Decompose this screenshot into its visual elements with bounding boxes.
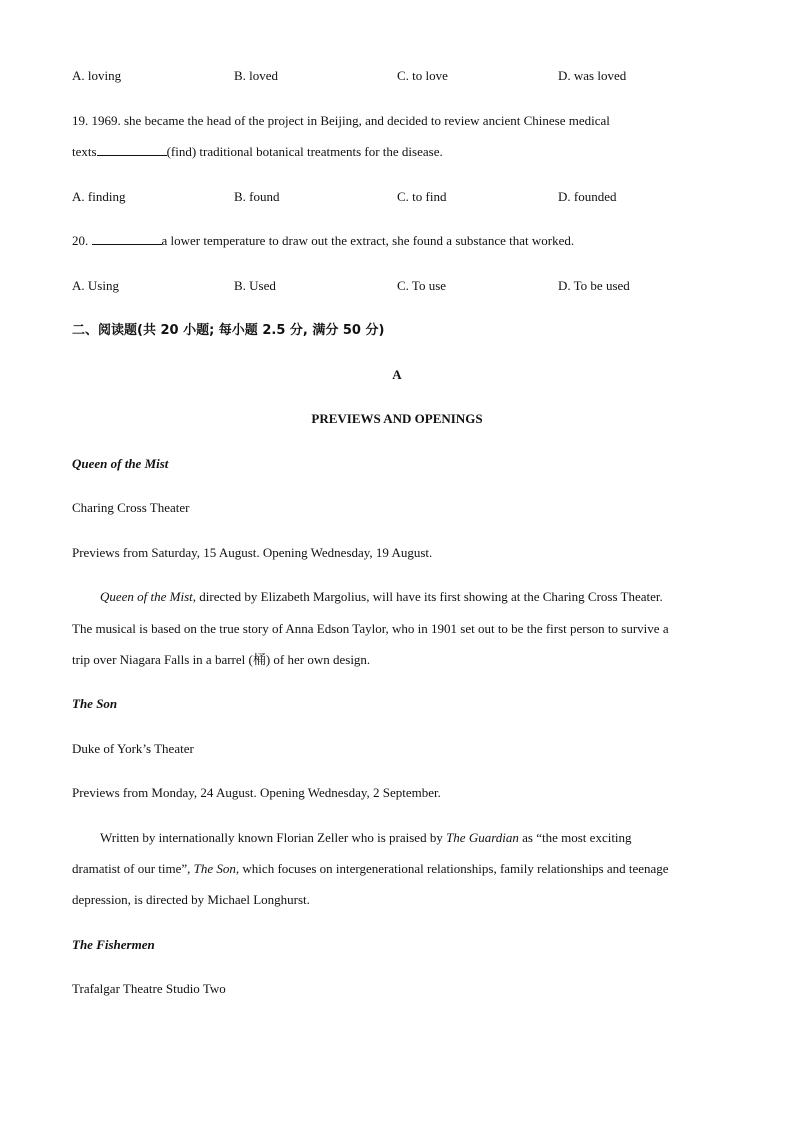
show1-desc-line1 bbox=[100, 589, 663, 605]
passage-label: A bbox=[392, 367, 402, 382]
q18-option-b: B. loved bbox=[234, 68, 279, 83]
show2-desc-line1 bbox=[100, 830, 632, 846]
q20-option-d: D. To be used bbox=[558, 278, 630, 293]
show2-title: The Son bbox=[72, 696, 118, 711]
q20-answer-blank bbox=[92, 233, 162, 245]
show1-desc-line3: trip over Niagara Falls in a barrel (桶) of her own design. bbox=[72, 652, 371, 667]
q19-option-b: B. found bbox=[234, 189, 280, 204]
show2-venue: Duke of York’s Theater bbox=[72, 741, 194, 756]
show2-desc-line1-after: as “the most exciting bbox=[518, 830, 632, 845]
q19-stem-before: texts bbox=[72, 144, 97, 159]
show1-desc-title: Queen of the Mist bbox=[100, 589, 193, 604]
q19-stem-after: (find) traditional botanical treatments for the disease. bbox=[166, 144, 443, 159]
q19-option-d: D. founded bbox=[558, 189, 617, 204]
q19-options bbox=[72, 189, 732, 205]
show2-desc-line2-after: , which focuses on intergenerational relationships, family relationships and teenage bbox=[235, 861, 669, 876]
show1-venue: Charing Cross Theater bbox=[72, 500, 190, 515]
q20-option-c: C. To use bbox=[397, 278, 447, 293]
q20-option-a: A. Using bbox=[72, 278, 119, 293]
passage-title: PREVIEWS AND OPENINGS bbox=[311, 411, 483, 426]
q19-stem-line2 bbox=[72, 144, 443, 160]
show1-title: Queen of the Mist bbox=[72, 456, 169, 471]
q20-option-b: B. Used bbox=[234, 278, 276, 293]
q18-option-c: C. to love bbox=[397, 68, 448, 83]
show2-desc-line3: depression, is directed by Michael Longhurst. bbox=[72, 892, 310, 907]
q18-options bbox=[72, 68, 732, 84]
q19-option-c: C. to find bbox=[397, 189, 447, 204]
show2-desc-line1-italic: The Guardian bbox=[446, 830, 519, 845]
q18-option-a: A. loving bbox=[72, 68, 122, 83]
show2-desc-line2 bbox=[72, 861, 669, 877]
q20-options bbox=[72, 278, 732, 294]
show2-desc-line2-italic: The Son bbox=[193, 861, 236, 876]
section-heading: 二、阅读题(共 20 小题; 每小题 2.5 分, 满分 50 分) bbox=[72, 323, 385, 338]
q18-option-d: D. was loved bbox=[558, 68, 627, 83]
q19-answer-blank bbox=[97, 144, 167, 156]
q20-number: 20. bbox=[72, 233, 89, 248]
q20-stem-after: a lower temperature to draw out the extract, she found a substance that worked. bbox=[161, 233, 575, 248]
show2-dates: Previews from Monday, 24 August. Opening Wednesday, 2 September. bbox=[72, 785, 441, 800]
q19-option-a: A. finding bbox=[72, 189, 126, 204]
q20-stem bbox=[72, 233, 574, 249]
q19-stem-line1: 19. 1969. she became the head of the project in Beijing, and decided to review ancient Chinese medical bbox=[72, 113, 610, 128]
show1-dates: Previews from Saturday, 15 August. Opening Wednesday, 19 August. bbox=[72, 545, 433, 560]
show1-desc-line2: The musical is based on the true story of Anna Edson Taylor, who in 1901 set out to be the first person to survive a bbox=[72, 621, 669, 636]
show2-desc-line2-before: dramatist of our time”, bbox=[72, 861, 194, 876]
show1-desc-line1-text: , directed by Elizabeth Margolius, will have its first showing at the Charing Cross Theater. bbox=[192, 589, 663, 604]
show3-venue: Trafalgar Theatre Studio Two bbox=[72, 981, 226, 996]
show3-title: The Fishermen bbox=[72, 937, 155, 952]
show2-desc-line1-before: Written by internationally known Florian Zeller who is praised by bbox=[100, 830, 447, 845]
